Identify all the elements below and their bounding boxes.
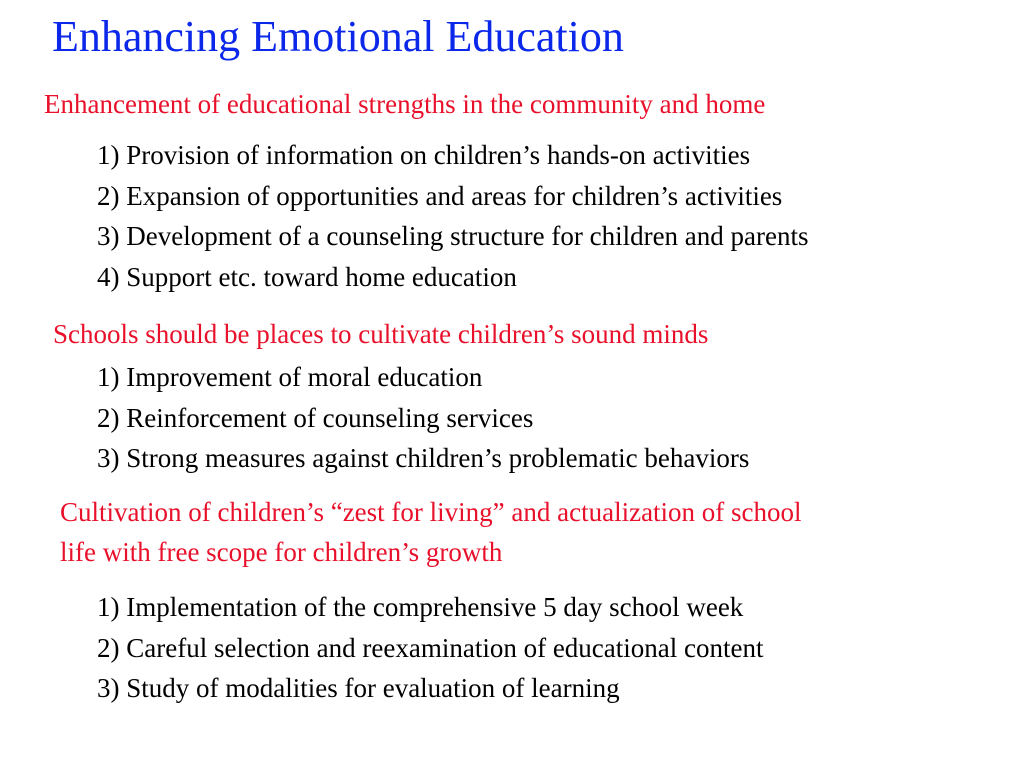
list-item: 2) Expansion of opportunities and areas for children’s activities — [97, 180, 783, 211]
section-heading-zest-for-living-line2: life with free scope for children’s growth — [60, 537, 503, 567]
list-item: 3) Development of a counseling structure for children and parents — [97, 221, 809, 251]
list-item: 4) Support etc. toward home education — [97, 261, 517, 292]
slide-title: Enhancing Emotional Education — [52, 12, 624, 61]
list-item: 3) Strong measures against children’s problematic behaviors — [97, 443, 750, 473]
section-list-schools — [97, 357, 749, 479]
list-item: 2) Careful selection and reexamination of educational content — [97, 632, 764, 663]
list-item: 2) Reinforcement of counseling services — [97, 402, 534, 433]
section-list-zest-for-living — [97, 587, 763, 709]
section-list-community-home — [97, 135, 809, 297]
list-item: 1) Improvement of moral education — [97, 362, 483, 392]
section-heading-zest-for-living-line1: Cultivation of children’s “zest for living” and actualization of school — [60, 497, 802, 527]
list-item: 1) Implementation of the comprehensive 5 day school week — [97, 592, 744, 622]
section-heading-schools: Schools should be places to cultivate children’s sound minds — [53, 319, 709, 349]
section-heading-community-home: Enhancement of educational strengths in the community and home — [44, 89, 766, 119]
list-item: 1) Provision of information on children’s hands-on activities — [97, 140, 751, 170]
list-item: 3) Study of modalities for evaluation of learning — [97, 673, 620, 703]
